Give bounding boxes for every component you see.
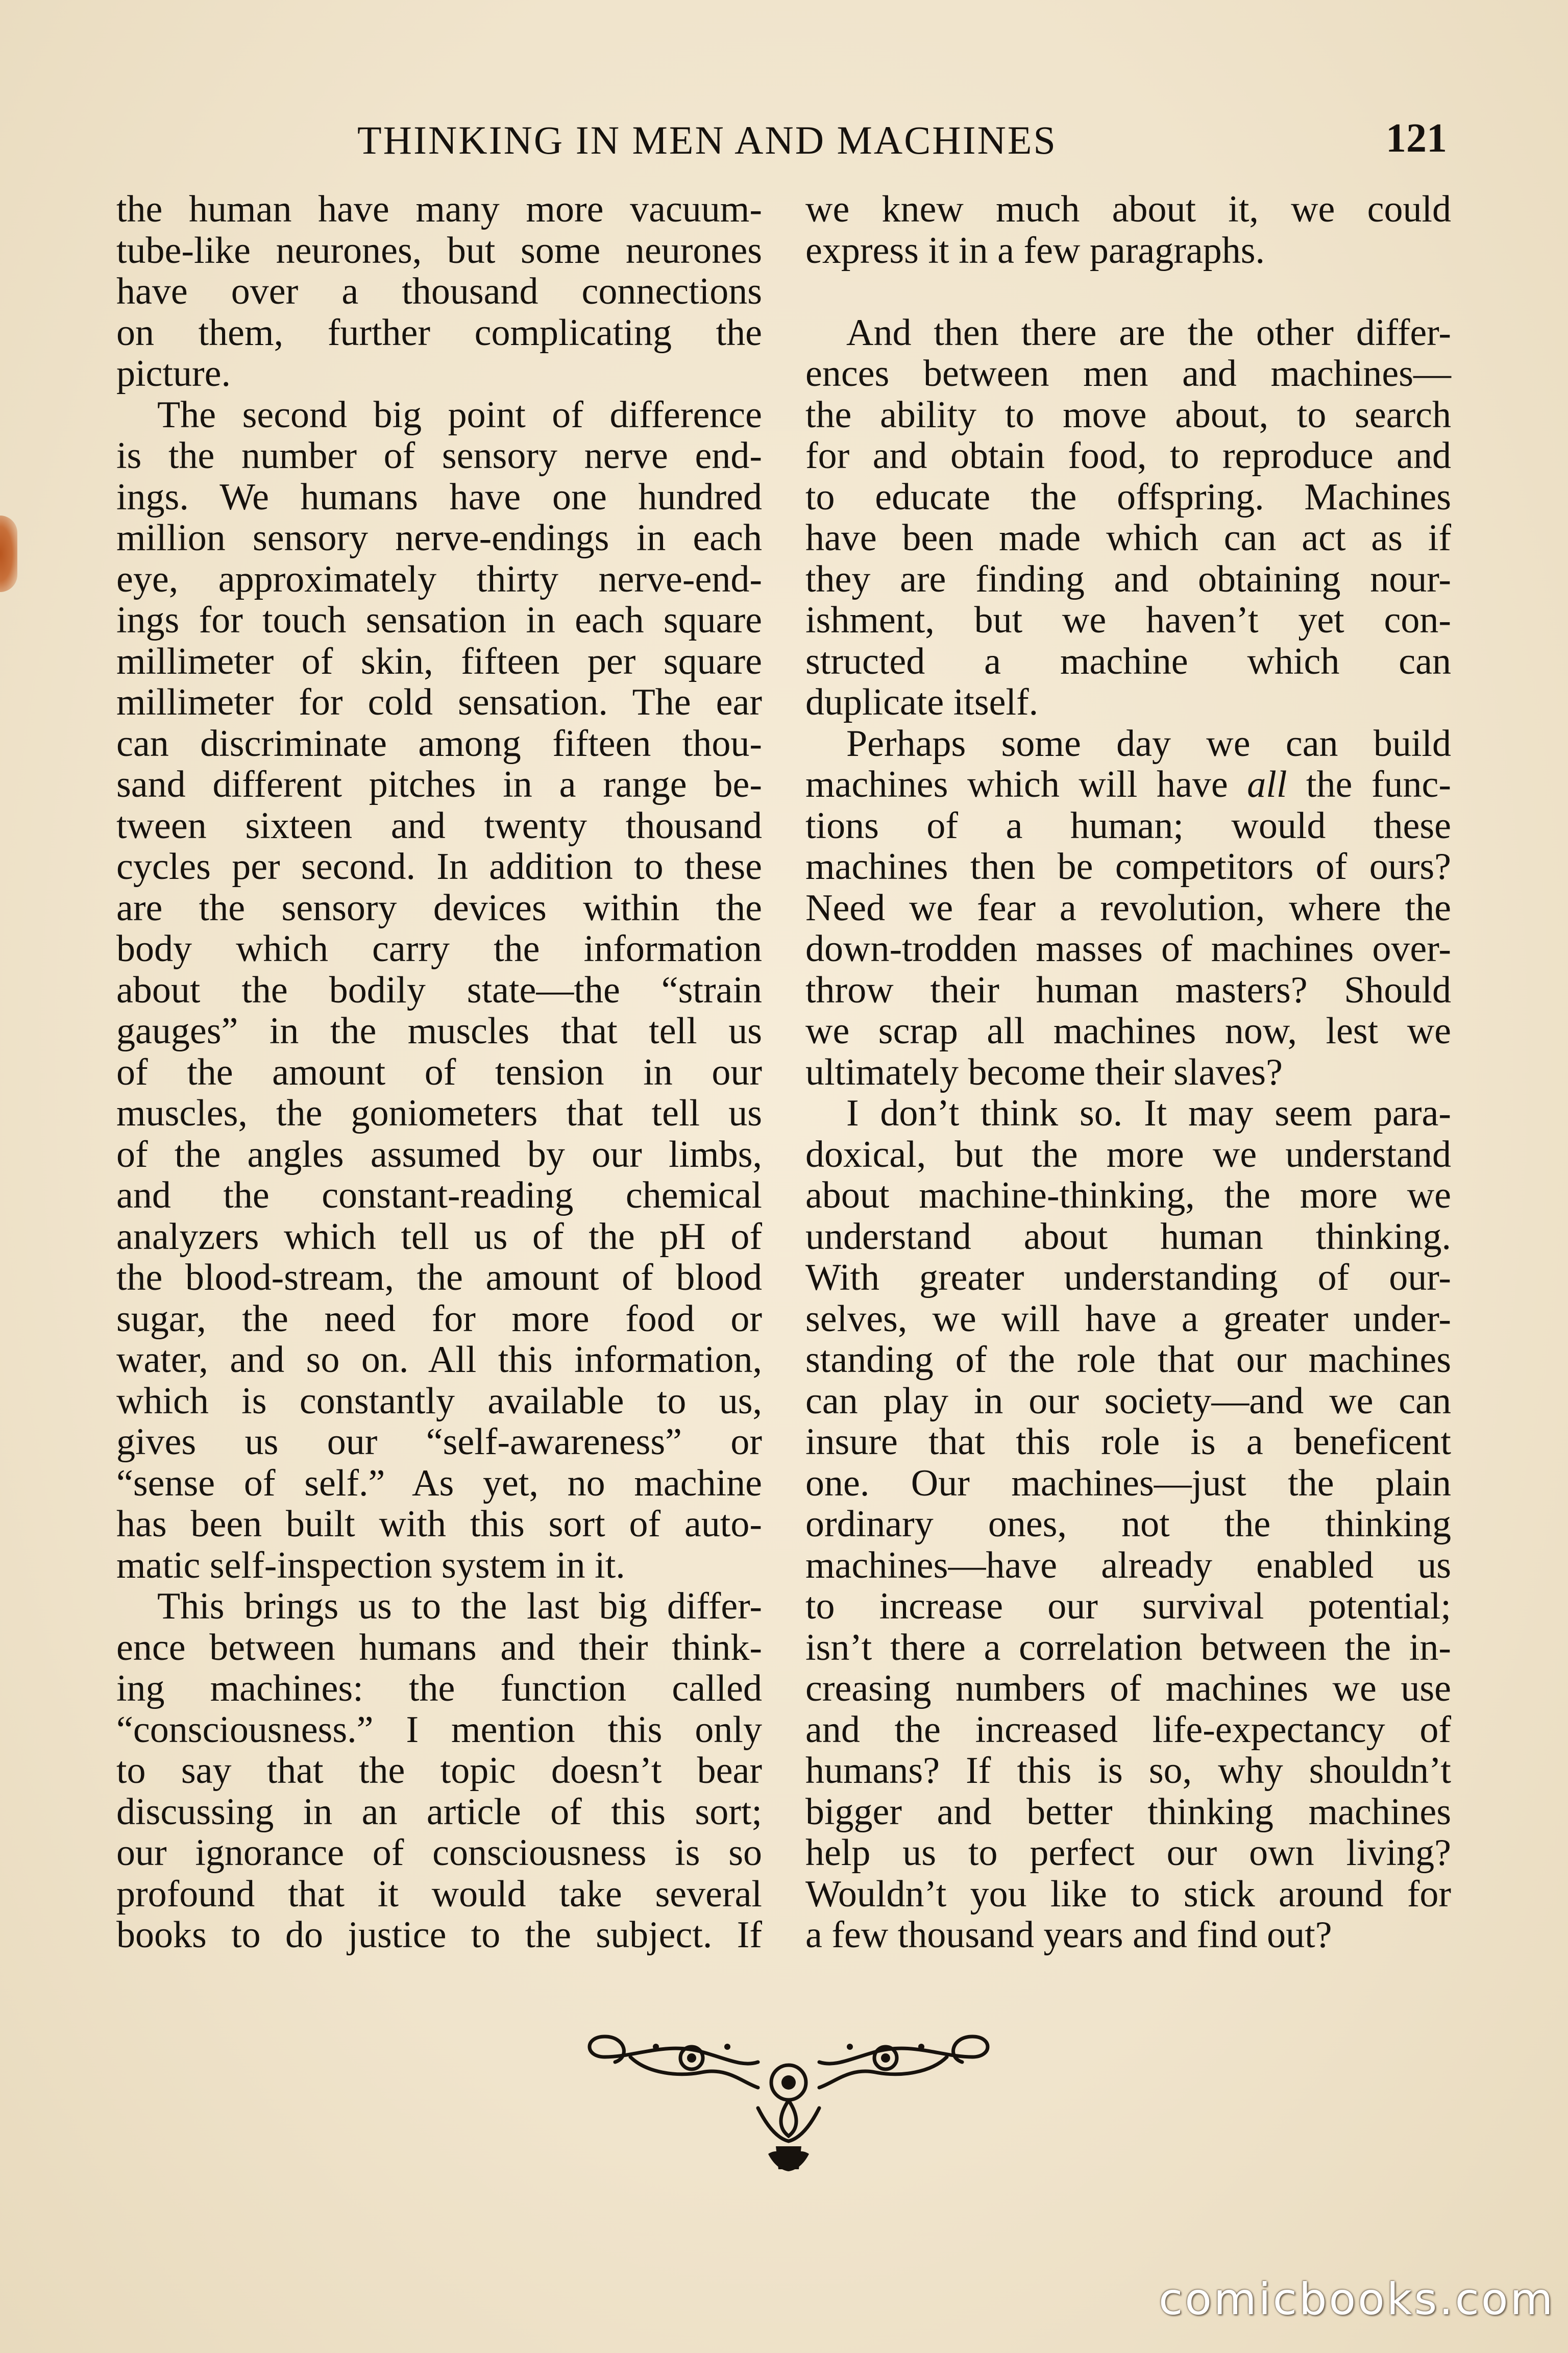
left-column-text-line: has been built with this sort of auto- <box>116 1503 762 1545</box>
right-column-text-line: bigger and better thinking machines <box>805 1791 1451 1833</box>
right-column-text-line: selves, we will have a greater under- <box>805 1297 1451 1340</box>
right-column-text-line: understand about human thinking. <box>805 1215 1451 1258</box>
edge-stain <box>0 516 17 592</box>
left-column-text-line: and the constant-reading chemical <box>116 1174 762 1216</box>
right-column-text-line: to educate the offspring. Machines <box>805 476 1451 518</box>
left-column-text-line: ing machines: the function called <box>116 1668 762 1709</box>
left-column-text-line: the blood-stream, the amount of blood <box>116 1257 762 1298</box>
right-column-text-line: humans? If this is so, why shouldn’t <box>805 1750 1451 1792</box>
right-column-text-line: Perhaps some day we can build <box>846 722 1451 765</box>
right-column-text-line: help us to perfect our own living? <box>805 1832 1451 1874</box>
left-column-text-line: ings. We humans have one hundred <box>116 476 762 518</box>
right-column-text-line: structed a machine which can <box>805 640 1451 682</box>
right-column-text-line: ordinary ones, not the thinking <box>805 1503 1451 1545</box>
right-column-text-line: the ability to move about, to search <box>805 394 1451 436</box>
left-text-column <box>116 189 762 1956</box>
left-column-text-line: on them, further complicating the <box>116 311 762 354</box>
right-column-text-line: And then there are the other differ- <box>846 311 1451 354</box>
left-column-text-line: picture. <box>116 353 231 395</box>
left-column-text-line: of the angles assumed by our limbs, <box>116 1133 762 1175</box>
left-column-text-line: ings for touch sensation in each square <box>116 599 762 641</box>
left-column-text-line: “sense of self.” As yet, no machine <box>116 1462 762 1504</box>
left-column-text-line: which is constantly available to us, <box>116 1380 762 1422</box>
left-column-text-line: matic self-inspection system in it. <box>116 1544 625 1586</box>
watermark: comicbooks.com <box>1159 2274 1555 2325</box>
right-text-column <box>805 189 1451 1956</box>
left-column-text-line: analyzers which tell us of the pH of <box>116 1215 762 1258</box>
right-column-text-line: duplicate itself. <box>805 681 1039 723</box>
right-column-text-line: machines—have already enabled us <box>805 1544 1451 1586</box>
left-column-text-line: millimeter for cold sensation. The ear <box>116 681 762 723</box>
right-column-text-line: throw their human masters? Should <box>805 969 1451 1011</box>
right-column-text-line: tions of a human; would these <box>805 804 1451 847</box>
right-column-text-line: can play in our society—and we can <box>805 1380 1451 1422</box>
left-column-text-line: gives us our “self-awareness” or <box>116 1421 762 1463</box>
right-column-text-line: one. Our machines—just the plain <box>805 1462 1451 1504</box>
right-column-text-line: they are finding and obtaining nour- <box>805 558 1451 600</box>
right-column-text-line: Need we fear a revolution, where the <box>805 887 1451 929</box>
left-column-text-line: books to do justice to the subject. If <box>116 1914 762 1956</box>
left-column-text-line: The second big point of difference <box>157 394 762 436</box>
left-column-text-line: “consciousness.” I mention this only <box>116 1708 762 1751</box>
left-column-text-line: tube-like neurones, but some neurones <box>116 229 762 272</box>
left-column-text-line: muscles, the goniometers that tell us <box>116 1092 762 1134</box>
right-column-text-line: machines which will have all the func- <box>805 764 1451 805</box>
left-column-text-line: cycles per second. In addition to these <box>116 846 762 888</box>
left-column-text-line: have over a thousand connections <box>116 271 762 312</box>
right-column-text-line: a few thousand years and find out? <box>805 1914 1332 1956</box>
left-column-text-line: our ignorance of consciousness is so <box>116 1832 762 1874</box>
left-column-text-line: ence between humans and their think- <box>116 1626 762 1669</box>
left-column-text-line: sand different pitches in a range be- <box>116 764 762 805</box>
right-column-text-line: we knew much about it, we could <box>805 188 1451 230</box>
right-column-text-line: have been made which can act as if <box>805 517 1451 559</box>
right-column-text-line: doxical, but the more we understand <box>805 1133 1451 1175</box>
left-column-text-line: eye, approximately thirty nerve-end- <box>116 558 762 600</box>
left-column-text-line: gauges” in the muscles that tell us <box>116 1010 762 1052</box>
running-title: THINKING IN MEN AND MACHINES <box>357 118 1057 162</box>
left-column-text-line: discussing in an article of this sort; <box>116 1791 762 1833</box>
left-column-text-line: millimeter of skin, fifteen per square <box>116 640 762 682</box>
left-column-text-line: to say that the topic doesn’t bear <box>116 1750 762 1792</box>
left-column-text-line: of the amount of tension in our <box>116 1051 762 1093</box>
right-column-text-line: isn’t there a correlation between the in- <box>805 1626 1451 1669</box>
left-column-text-line: can discriminate among fifteen thou- <box>116 722 762 765</box>
scrollwork-tailpiece-ornament <box>574 2026 1003 2174</box>
left-column-text-line: the human have many more vacuum- <box>116 188 762 230</box>
right-column-text-line: we scrap all machines now, lest we <box>805 1010 1451 1052</box>
left-column-text-line: water, and so on. All this information, <box>116 1339 762 1381</box>
left-column-text-line: million sensory nerve-endings in each <box>116 517 762 559</box>
right-column-text-line: about machine-thinking, the more we <box>805 1174 1451 1216</box>
left-column-text-line: is the number of sensory nerve end- <box>116 435 762 477</box>
left-column-text-line: This brings us to the last big differ- <box>157 1585 762 1627</box>
right-column-text-line: I don’t think so. It may seem para- <box>846 1092 1451 1134</box>
left-column-text-line: are the sensory devices within the <box>116 887 762 929</box>
right-column-text-line: insure that this role is a beneficent <box>805 1421 1451 1463</box>
left-column-text-line: body which carry the information <box>116 928 762 970</box>
left-column-text-line: sugar, the need for more food or <box>116 1297 762 1340</box>
right-column-text-line: express it in a few paragraphs. <box>805 229 1265 272</box>
right-column-text-line: ences between men and machines— <box>805 353 1451 395</box>
right-column-text-line: creasing numbers of machines we use <box>805 1668 1451 1709</box>
right-column-text-line: With greater understanding of our- <box>805 1257 1451 1298</box>
page-number: 121 <box>1386 116 1447 161</box>
right-column-text-line: machines then be competitors of ours? <box>805 846 1451 888</box>
right-column-text-line <box>805 271 1451 312</box>
left-column-text-line: profound that it would take several <box>116 1873 762 1915</box>
right-column-text-line: and the increased life-expectancy of <box>805 1708 1451 1751</box>
right-column-text-line: ishment, but we haven’t yet con- <box>805 599 1451 641</box>
left-column-text-line: tween sixteen and twenty thousand <box>116 804 762 847</box>
right-column-text-line: to increase our survival potential; <box>805 1585 1451 1627</box>
right-column-text-line: Wouldn’t you like to stick around for <box>805 1873 1451 1915</box>
left-column-text-line: about the bodily state—the “strain <box>116 969 762 1011</box>
right-column-text-line: down-trodden masses of machines over- <box>805 928 1451 970</box>
right-column-text-line: ultimately become their slaves? <box>805 1051 1283 1093</box>
right-column-text-line: for and obtain food, to reproduce and <box>805 435 1451 477</box>
right-column-text-line: standing of the role that our machines <box>805 1339 1451 1381</box>
